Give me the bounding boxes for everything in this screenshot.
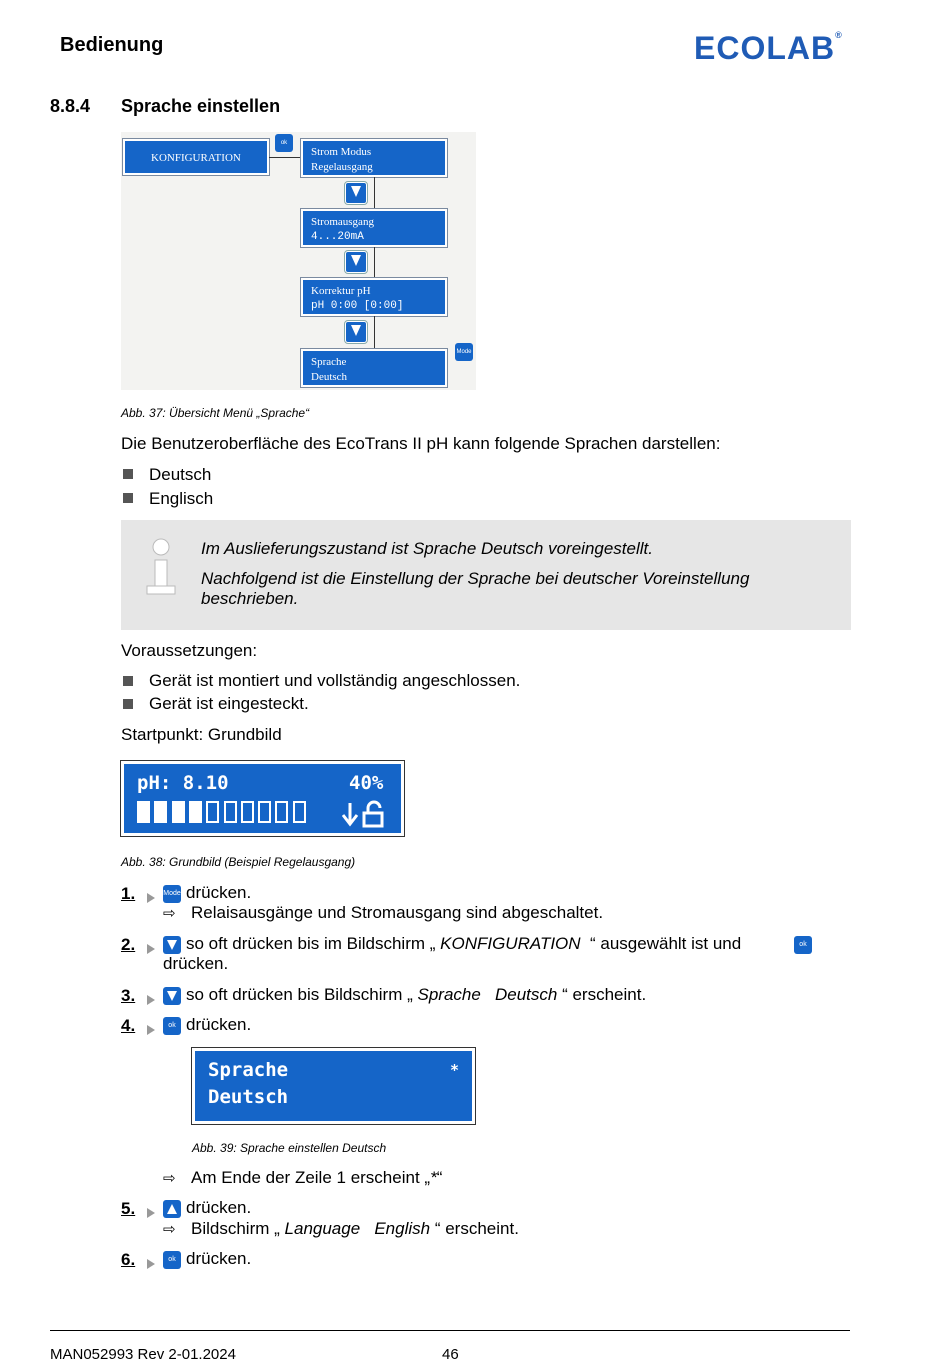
lcd-percent: 40% xyxy=(349,772,384,794)
step-text: drücken. xyxy=(186,1015,252,1034)
menu-box-stromausgang: Stromausgang 4...20mA xyxy=(301,209,447,247)
down-button-icon xyxy=(163,936,181,954)
lcd-bar-segment xyxy=(206,801,219,823)
note-line: Nachfolgend ist die Einstellung der Sprache bei deutscher Voreinstellung xyxy=(201,569,750,588)
down-arrow-icon xyxy=(345,251,367,273)
lcd-bar-segment xyxy=(137,801,150,823)
bullet-icon xyxy=(123,493,133,503)
lcd-bar-segment xyxy=(154,801,167,823)
step-text: drücken. xyxy=(186,883,252,902)
result-arrow-icon: ⇨ xyxy=(163,905,176,922)
lcd-bar-segment xyxy=(172,801,185,823)
lcd-bar-segment xyxy=(241,801,254,823)
header-title: Bedienung xyxy=(60,34,164,56)
ok-button-icon: ok xyxy=(794,936,812,954)
step-arrow-icon xyxy=(147,1208,155,1218)
step-arrow-icon xyxy=(147,995,155,1005)
footer-divider xyxy=(50,1330,850,1331)
intro-text: Die Benutzeroberfläche des EcoTrans II pH kann folgende Sprachen darstellen: xyxy=(121,434,721,453)
step-text: so oft drücken bis im Bildschirm „ KONFIGURATION “ ausgewählt ist und xyxy=(186,934,742,953)
lcd-line1: Sprache xyxy=(208,1059,289,1081)
step-number: 4. xyxy=(121,1016,136,1035)
down-button-icon xyxy=(163,987,181,1005)
lcd-line2: Deutsch xyxy=(208,1086,289,1108)
info-note xyxy=(121,520,851,630)
ecolab-logo: ECOLAB® xyxy=(694,30,843,66)
note-line: beschrieben. xyxy=(201,589,299,608)
result-arrow-icon: ⇨ xyxy=(163,1221,176,1238)
up-button-icon xyxy=(163,1200,181,1218)
step-number: 5. xyxy=(121,1199,136,1218)
step-result: Bildschirm „ Language English “ erscheint. xyxy=(191,1219,519,1238)
lcd-sprache-screen xyxy=(192,1048,475,1124)
footer-doc-number: MAN052993 Rev 2-01.2024 xyxy=(50,1346,236,1363)
step-number: 3. xyxy=(121,986,136,1005)
step-arrow-icon xyxy=(147,1259,155,1269)
prereq-title: Voraussetzungen: xyxy=(121,641,258,660)
figure-37-caption: Abb. 37: Übersicht Menü „Sprache“ xyxy=(121,406,310,420)
mode-button-icon: Mode xyxy=(455,343,473,361)
step-number: 2. xyxy=(121,935,136,954)
bullet-icon xyxy=(123,469,133,479)
list-item: Englisch xyxy=(149,489,214,508)
menu-box-strom-modus: Strom Modus Regelausgang xyxy=(301,139,447,177)
menu-box-korrektur: Korrektur pH pH 0:00 [0:00] xyxy=(301,278,447,316)
info-icon xyxy=(143,538,179,596)
lcd-bar-segment xyxy=(258,801,271,823)
step-text: so oft drücken bis Bildschirm „ Sprache Deutsch “ erscheint. xyxy=(186,985,647,1004)
figure-38-caption: Abb. 38: Grundbild (Beispiel Regelausgang) xyxy=(121,855,356,869)
section-title: Sprache einstellen xyxy=(121,96,281,116)
menu-box-konfiguration: KONFIGURATION xyxy=(123,139,269,175)
bullet-icon xyxy=(123,699,133,709)
lcd-star: * xyxy=(450,1061,460,1079)
ok-button-icon: ok xyxy=(163,1017,181,1035)
ok-button-icon: ok xyxy=(275,134,293,152)
result-arrow-icon: ⇨ xyxy=(163,1170,176,1187)
step-arrow-icon xyxy=(147,1025,155,1035)
bullet-icon xyxy=(123,676,133,686)
figure-39-caption: Abb. 39: Sprache einstellen Deutsch xyxy=(192,1141,387,1155)
lcd-home-screen xyxy=(121,761,404,836)
lcd-bar-segment xyxy=(293,801,306,823)
lcd-bar-segment xyxy=(189,801,202,823)
step-result: Am Ende der Zeile 1 erscheint „*“ xyxy=(191,1168,443,1187)
down-lock-icon xyxy=(342,800,390,828)
menu-box-sprache: Sprache Deutsch xyxy=(301,349,447,387)
step-result: Relaisausgänge und Stromausgang sind abgeschaltet. xyxy=(191,903,604,922)
step-text: drücken. xyxy=(186,1249,252,1268)
step-number: 1. xyxy=(121,884,136,903)
lcd-bar-segment xyxy=(275,801,288,823)
page-number: 46 xyxy=(442,1346,459,1363)
down-arrow-icon xyxy=(345,182,367,204)
list-item: Deutsch xyxy=(149,465,212,484)
step-text: drücken. xyxy=(186,1198,252,1217)
note-line: Im Auslieferungszustand ist Sprache Deutsch voreingestellt. xyxy=(201,539,653,558)
step-text: drücken. xyxy=(163,954,229,973)
step-number: 6. xyxy=(121,1250,136,1269)
down-arrow-icon xyxy=(345,321,367,343)
lcd-ph-value: pH: 8.10 xyxy=(137,772,229,794)
lcd-bar-segment xyxy=(224,801,237,823)
list-item: Gerät ist eingesteckt. xyxy=(149,694,309,713)
mode-button-icon: Mode xyxy=(163,885,181,903)
menu-overview-figure xyxy=(121,132,476,390)
section-number: 8.8.4 xyxy=(50,96,91,116)
start-point: Startpunkt: Grundbild xyxy=(121,725,282,744)
step-arrow-icon xyxy=(147,944,155,954)
ok-button-icon: ok xyxy=(163,1251,181,1269)
list-item: Gerät ist montiert und vollständig angeschlossen. xyxy=(149,671,521,690)
step-arrow-icon xyxy=(147,893,155,903)
